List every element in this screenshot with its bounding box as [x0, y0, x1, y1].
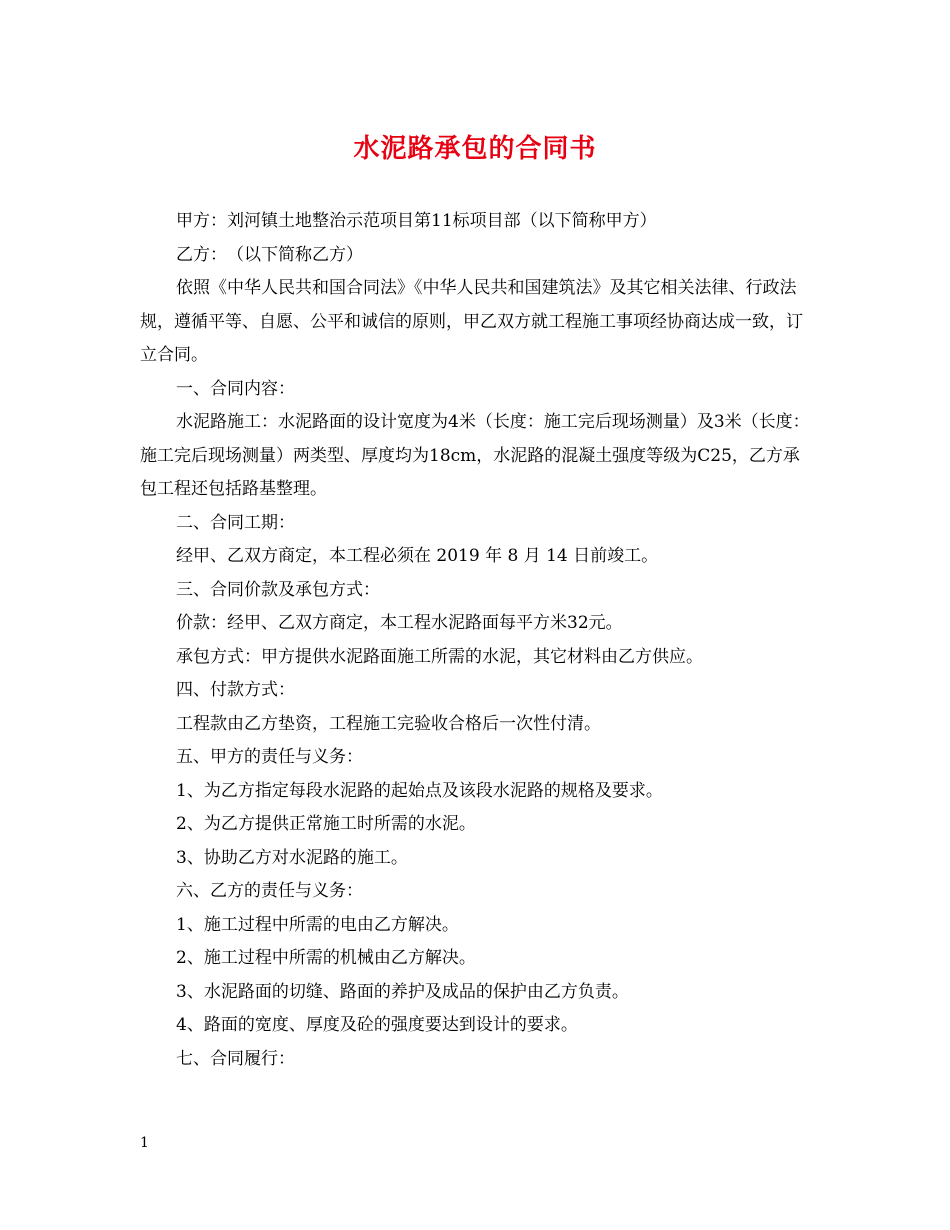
section-heading-3: 三、合同价款及承包方式： — [176, 579, 380, 600]
list-item-a-1: 1、为乙方指定每段水泥路的起始点及该段水泥路的规格及要求。 — [176, 780, 663, 801]
document-body — [140, 205, 815, 1076]
section-heading-6: 六、乙方的责任与义务： — [176, 881, 363, 901]
paragraph-price: 价款：经甲、乙双方商定，本工程水泥路面每平方米32元。 — [176, 613, 623, 633]
section-heading-4: 四、付款方式： — [176, 680, 295, 700]
section-heading-5: 五、甲方的责任与义务： — [176, 747, 363, 767]
paragraph-duration: 经甲、乙双方商定，本工程必须在 2019 年 8 月 14 日前竣工。 — [176, 546, 659, 566]
list-item-a-2: 2、为乙方提供正常施工时所需的水泥。 — [176, 814, 476, 834]
list-item-a-3: 3、协助乙方对水泥路的施工。 — [176, 847, 408, 868]
list-item-b-3: 3、水泥路面的切缝、路面的养护及成品的保护由乙方负责。 — [176, 981, 629, 1002]
paragraph-preamble: 依照《中华人民共和国合同法》《中华人民共和国建筑法》及其它相关法律、行政法规，遵循平等、自愿、公平和诚信的原则，甲乙双方就工程施工事项经协商达成一致，订立合同。 — [140, 278, 803, 365]
paragraph-contract-method: 承包方式：甲方提供水泥路面施工所需的水泥，其它材料由乙方供应。 — [176, 646, 703, 667]
page-number: 1 — [140, 1135, 149, 1151]
section-heading-2: 二、合同工期： — [176, 512, 295, 533]
section-heading-1: 一、合同内容： — [176, 378, 295, 399]
document-title: 水泥路承包的合同书 — [353, 134, 597, 164]
paragraph-payment: 工程款由乙方垫资，工程施工完验收合格后一次性付清。 — [176, 713, 601, 734]
paragraph-party-b: 乙方： （以下简称乙方） — [176, 244, 363, 265]
list-item-b-4: 4、路面的宽度、厚度及砼的强度要达到设计的要求。 — [176, 1015, 578, 1035]
list-item-b-1: 1、施工过程中所需的电由乙方解决。 — [176, 914, 459, 935]
paragraph-contract-content: 水泥路施工：水泥路面的设计宽度为4米（长度：施工完后现场测量）及3米（长度：施工完后现场测量）两类型、厚度均为18cm，水泥路的混凝土强度等级为C25，乙方承包工程还包括路基整理。 — [140, 412, 810, 499]
section-heading-7: 七、合同履行： — [176, 1048, 295, 1069]
list-item-b-2: 2、施工过程中所需的机械由乙方解决。 — [176, 948, 476, 968]
paragraph-party-a: 甲方：刘河镇土地整治示范项目第11标项目部（以下简称甲方） — [176, 211, 657, 231]
